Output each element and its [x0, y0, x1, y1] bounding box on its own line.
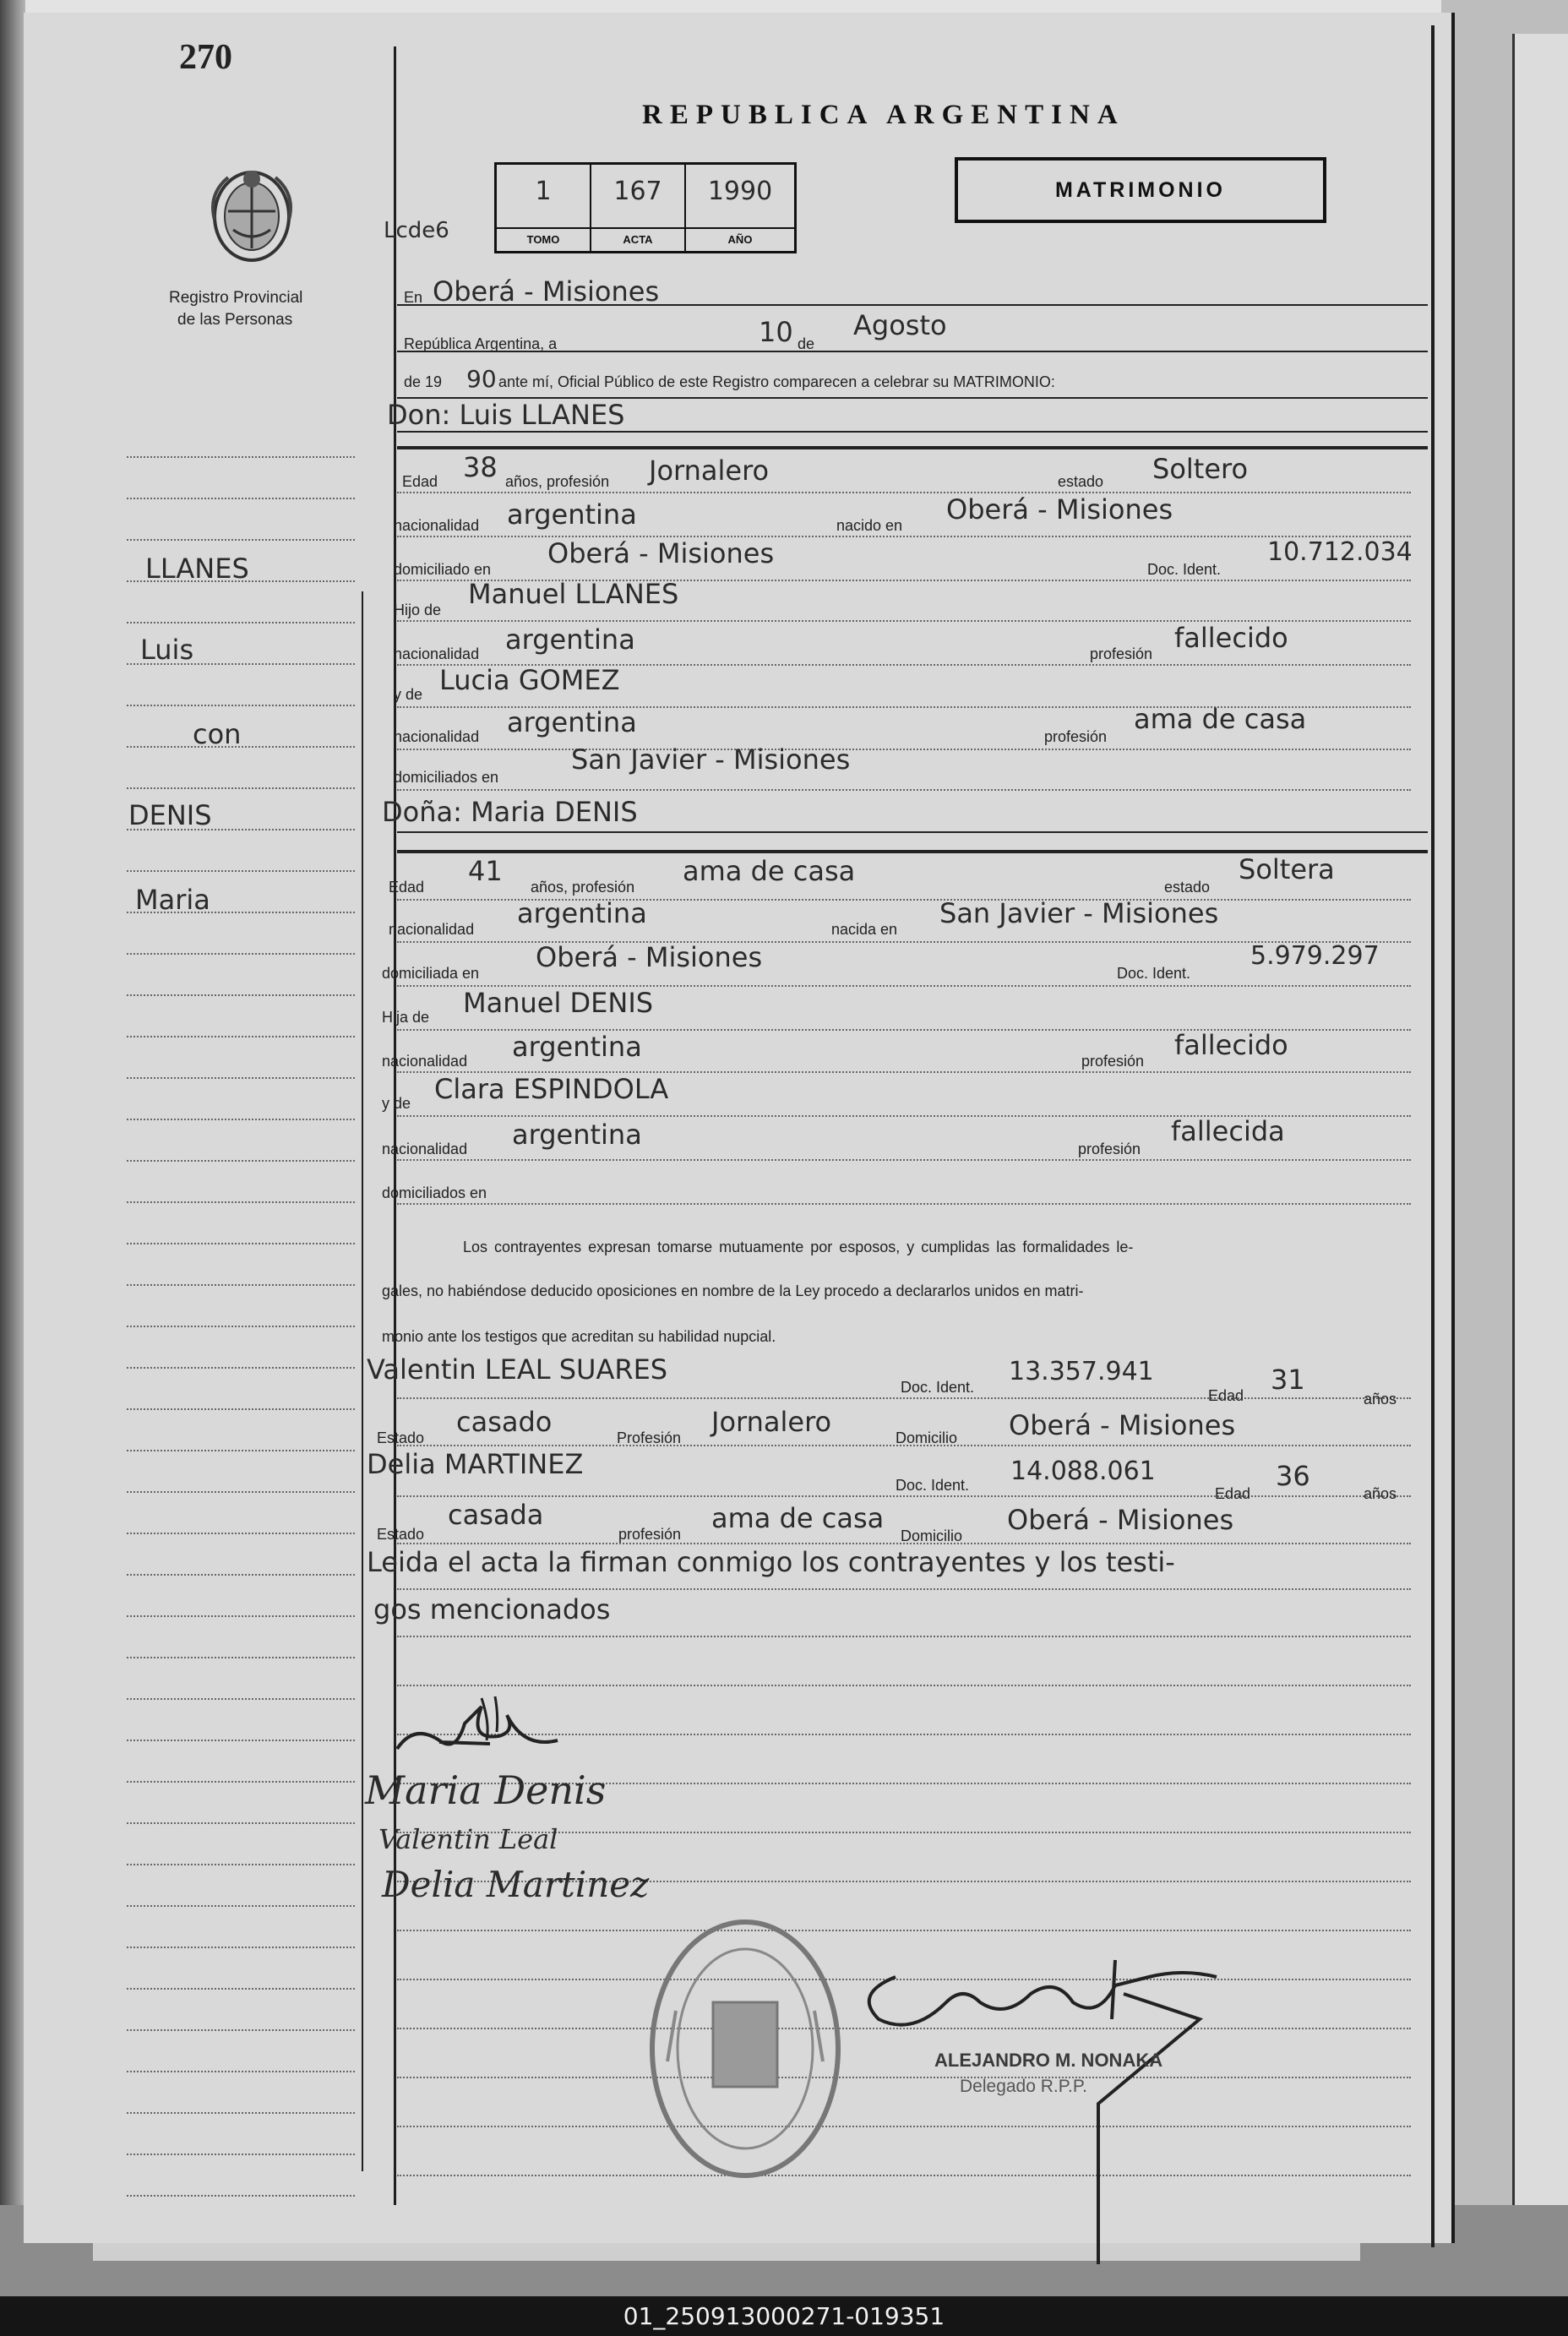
ruled-line: [127, 994, 355, 996]
groom-nationality: argentina: [507, 498, 637, 531]
groom-mother-nat-label: nacionalidad: [394, 728, 480, 745]
groom-father-prof-label: profesión: [1090, 645, 1153, 662]
margin-note-surname-2: DENIS: [128, 799, 212, 831]
officer-stamp-title: Delegado R.P.P.: [960, 2077, 1088, 2096]
declaration-line-2: gales, no habiéndose deducido oposiciones en nombre de la Ley procedo a declararlos unidos en matri-: [382, 1282, 1084, 1299]
groom-domiciliado-label: domiciliado en: [394, 561, 492, 578]
margin-rule-inner: [362, 591, 363, 2171]
bride-yde-label: y de: [382, 1095, 411, 1112]
groom-nacionalidad-label: nacionalidad: [394, 517, 480, 534]
groom-hijo-label: Hijo de: [394, 602, 442, 618]
margin-note-surname-1: LLANES: [145, 553, 249, 585]
ruled-line: [127, 2195, 355, 2197]
margin-note-firstname-2: Maria: [135, 884, 210, 916]
ruled-line: [127, 1740, 355, 1741]
groom-father-profession: fallecido: [1174, 622, 1288, 654]
bride-estado-label: estado: [1164, 879, 1211, 896]
margin-note-firstname-1: Luis: [140, 634, 194, 666]
ruled-line: [127, 1450, 355, 1451]
ruled-line: [127, 1408, 355, 1410]
ruled-line: [127, 1119, 355, 1120]
groom-name: Don: Luis LLANES: [387, 399, 625, 431]
groom-father-nationality: argentina: [505, 623, 635, 656]
right-rule: [1431, 25, 1435, 2247]
ruled-line: [127, 1201, 355, 1203]
country-title: REPUBLICA ARGENTINA: [642, 100, 1125, 130]
acta-value: 167: [613, 177, 662, 206]
ruled-line: [127, 1367, 355, 1369]
ruled-line: [127, 2112, 355, 2114]
groom-mother-profession: ama de casa: [1134, 703, 1307, 735]
ruled-line: [127, 1326, 355, 1327]
ruled-line: [397, 1930, 1411, 1931]
ruled-line: [127, 498, 355, 499]
bride-domicile: Oberá - Misiones: [536, 941, 763, 973]
witness1-profession: Jornalero: [711, 1406, 832, 1438]
ruled-line: [127, 1822, 355, 1824]
officer-signature: [845, 1943, 1242, 2264]
groom-profesion-label: años, profesión: [505, 473, 610, 490]
witness2-status: casada: [448, 1499, 544, 1531]
ruled-line: [397, 1685, 1411, 1686]
anio-label: AÑO: [686, 227, 794, 251]
margin-note-con: con: [193, 718, 242, 750]
groom-father-nat-label: nacionalidad: [394, 645, 480, 662]
witness1-doc-id: 13.357.941: [1009, 1357, 1154, 1386]
ruled-line: [397, 789, 1411, 791]
bride-nationality: argentina: [517, 897, 647, 929]
place-value: Oberá - Misiones: [433, 275, 660, 308]
groom-doc-label: Doc. Ident.: [1147, 561, 1222, 578]
ruled-line: [127, 1781, 355, 1783]
bride-edad-label: Edad: [389, 879, 425, 896]
witness2-doc-id: 14.088.061: [1010, 1457, 1156, 1486]
year-prefix-label: de 19: [404, 373, 443, 390]
ruled-line: [397, 492, 1411, 493]
record-type-box: MATRIMONIO: [955, 157, 1326, 223]
witness2-edad-label: Edad: [1215, 1485, 1251, 1502]
declaration-line-1: Los contrayentes expresan tomarse mutuamente por esposos, y cumplidas las formalidades le-: [463, 1239, 1134, 1255]
groom-father: Manuel LLANES: [468, 578, 679, 610]
ruled-line: [397, 1159, 1411, 1161]
tomo-cell: [497, 165, 591, 251]
groom-yde-label: y de: [394, 686, 423, 703]
year-suffix-value: 90: [466, 365, 497, 393]
witness2-name: Delia MARTINEZ: [367, 1448, 584, 1480]
groom-marital-status: Soltero: [1152, 453, 1249, 485]
witness2-domicile: Oberá - Misiones: [1007, 1504, 1234, 1536]
ruled-line: [127, 1657, 355, 1658]
registry-name-line-2: de las Personas: [177, 311, 293, 329]
anio-value: 1990: [707, 177, 773, 206]
witness1-estado-label: Estado: [377, 1429, 425, 1446]
groom-signature: [389, 1690, 583, 1774]
acta-cell: [591, 165, 686, 251]
groom-mother-nationality: argentina: [507, 706, 637, 738]
month-value: Agosto: [853, 309, 947, 341]
next-page-edge: [1512, 34, 1568, 2296]
bride-mother-nationality: argentina: [512, 1119, 642, 1151]
ruled-line: [127, 1615, 355, 1617]
declaration-line-3: monio ante los testigos que acreditan su habilidad nupcial.: [382, 1328, 776, 1345]
bride-domiciliada-label: domiciliada en: [382, 965, 480, 982]
bride-hija-label: Hija de: [382, 1009, 430, 1026]
bride-mother-profession: fallecida: [1171, 1115, 1285, 1147]
witness2-prof-label: profesión: [618, 1526, 682, 1543]
bride-nacionalidad-label: nacionalidad: [389, 921, 475, 938]
witness1-domicile: Oberá - Misiones: [1009, 1409, 1236, 1441]
ruled-line: [127, 622, 355, 623]
witness2-doc-label: Doc. Ident.: [896, 1477, 970, 1494]
bride-name: Doña: Maria DENIS: [382, 796, 638, 828]
witness1-dom-label: Domicilio: [896, 1429, 958, 1446]
witness1-signature: Valentin Leal: [378, 1823, 558, 1855]
ruled-line: [127, 1243, 355, 1244]
ruled-line: [127, 1905, 355, 1907]
bride-father-profession: fallecido: [1174, 1029, 1288, 1061]
ruled-line: [127, 953, 355, 955]
bride-profession: ama de casa: [683, 855, 856, 887]
witness2-signature: Delia Martinez: [382, 1864, 650, 1905]
witness1-name: Valentin LEAL SUARES: [367, 1353, 668, 1386]
officer-stamp-name: ALEJANDRO M. NONAKA: [934, 2050, 1163, 2071]
bride-father-nat-label: nacionalidad: [382, 1053, 468, 1070]
ruled-line: [127, 2154, 355, 2155]
page-number: 270: [179, 38, 232, 77]
ruled-line: [127, 705, 355, 706]
closing-line-1: Leida el acta la firman conmigo los contrayentes y los testi-: [367, 1546, 1175, 1578]
acta-label: ACTA: [591, 227, 684, 251]
tomo-label: TOMO: [497, 227, 590, 251]
ruled-line: [397, 1636, 1411, 1637]
closing-line-2: gos mencionados: [373, 1593, 611, 1625]
witness2-profession: ama de casa: [711, 1502, 885, 1534]
groom-doc-id: 10.712.034: [1267, 537, 1413, 567]
ruled-line: [397, 1588, 1411, 1590]
witness1-edad-label: Edad: [1208, 1387, 1244, 1404]
ruled-line: [397, 1203, 1411, 1205]
side-code: Lcde6: [384, 218, 449, 243]
groom-mother-prof-label: profesión: [1044, 728, 1108, 745]
bride-father: Manuel DENIS: [463, 987, 654, 1019]
ruled-line: [127, 2071, 355, 2072]
bride-birthplace: San Javier - Misiones: [939, 897, 1219, 929]
ruled-line: [127, 1947, 355, 1948]
witness1-status: casado: [456, 1406, 553, 1438]
bride-doc-id: 5.979.297: [1250, 941, 1380, 971]
witness2-anos-label: años: [1364, 1485, 1397, 1502]
ruled-line: [127, 1864, 355, 1865]
coat-of-arms-icon: [203, 161, 301, 270]
republica-label: República Argentina, a: [404, 335, 558, 352]
ruled-line: [127, 1284, 355, 1286]
rule-line: [397, 431, 1428, 433]
section-divider-groom: [397, 446, 1428, 449]
witness1-doc-label: Doc. Ident.: [901, 1379, 975, 1396]
ruled-line: [127, 1491, 355, 1493]
record-id-table: [494, 162, 797, 253]
witness1-age: 31: [1271, 1364, 1305, 1396]
groom-birthplace: Oberá - Misiones: [946, 493, 1173, 525]
groom-domicile: Oberá - Misiones: [547, 537, 775, 569]
groom-edad-label: Edad: [402, 473, 438, 490]
day-value: 10: [759, 316, 793, 348]
bride-signature: Maria Denis: [365, 1767, 607, 1813]
ruled-line: [127, 456, 355, 458]
ruled-line: [127, 1988, 355, 1990]
ruled-line: [127, 1077, 355, 1079]
ruled-line: [127, 2029, 355, 2031]
groom-nacido-label: nacido en: [836, 517, 903, 534]
bride-mother-nat-label: nacionalidad: [382, 1141, 468, 1157]
registry-name-line-1: Registro Provincial: [169, 289, 303, 307]
ruled-line: [127, 1574, 355, 1576]
ruled-line: [397, 749, 1411, 750]
witness2-age: 36: [1276, 1460, 1310, 1492]
ruled-line: [127, 539, 355, 541]
ruled-line: [127, 1036, 355, 1037]
ruled-line: [127, 1533, 355, 1534]
groom-estado-label: estado: [1058, 473, 1104, 490]
groom-parents-domicile: San Javier - Misiones: [571, 743, 851, 776]
bride-age: 41: [468, 855, 503, 887]
ruled-line: [127, 1160, 355, 1162]
groom-age: 38: [463, 451, 498, 483]
ruled-line: [397, 1397, 1411, 1399]
groom-parents-dom-label: domiciliados en: [394, 769, 499, 786]
bride-father-nationality: argentina: [512, 1031, 642, 1063]
anio-cell: [686, 165, 794, 251]
bride-marital-status: Soltera: [1239, 853, 1335, 885]
groom-mother: Lucia GOMEZ: [439, 664, 620, 696]
bride-mother: Clara ESPINDOLA: [434, 1073, 669, 1105]
tomo-value: 1: [535, 177, 552, 206]
bride-nacida-label: nacida en: [831, 921, 898, 938]
witness2-estado-label: Estado: [377, 1526, 425, 1543]
ruled-line: [127, 1698, 355, 1700]
ruled-line: [127, 870, 355, 872]
witness1-anos-label: años: [1364, 1391, 1397, 1408]
bride-father-prof-label: profesión: [1081, 1053, 1145, 1070]
ruled-line: [127, 787, 355, 789]
bride-doc-label: Doc. Ident.: [1117, 965, 1191, 982]
witness1-prof-label: Profesión: [617, 1429, 682, 1446]
image-code-footer: 01_250913000271-019351: [0, 2296, 1568, 2336]
official-seal-stamp: [642, 1909, 848, 2188]
ruled-line: [397, 1495, 1411, 1497]
bride-mother-prof-label: profesión: [1078, 1141, 1141, 1157]
groom-profession: Jornalero: [649, 455, 770, 487]
rule-line: [397, 831, 1428, 833]
bride-parents-dom-label: domiciliados en: [382, 1184, 487, 1201]
book-spine: [0, 0, 25, 2296]
statement-text: ante mí, Oficial Público de este Registro comparecen a celebrar su MATRIMONIO:: [498, 373, 1055, 390]
bride-profesion-label: años, profesión: [531, 879, 635, 896]
de-label: de: [798, 335, 815, 352]
witness2-dom-label: Domicilio: [901, 1527, 963, 1544]
en-label: En: [404, 289, 423, 306]
